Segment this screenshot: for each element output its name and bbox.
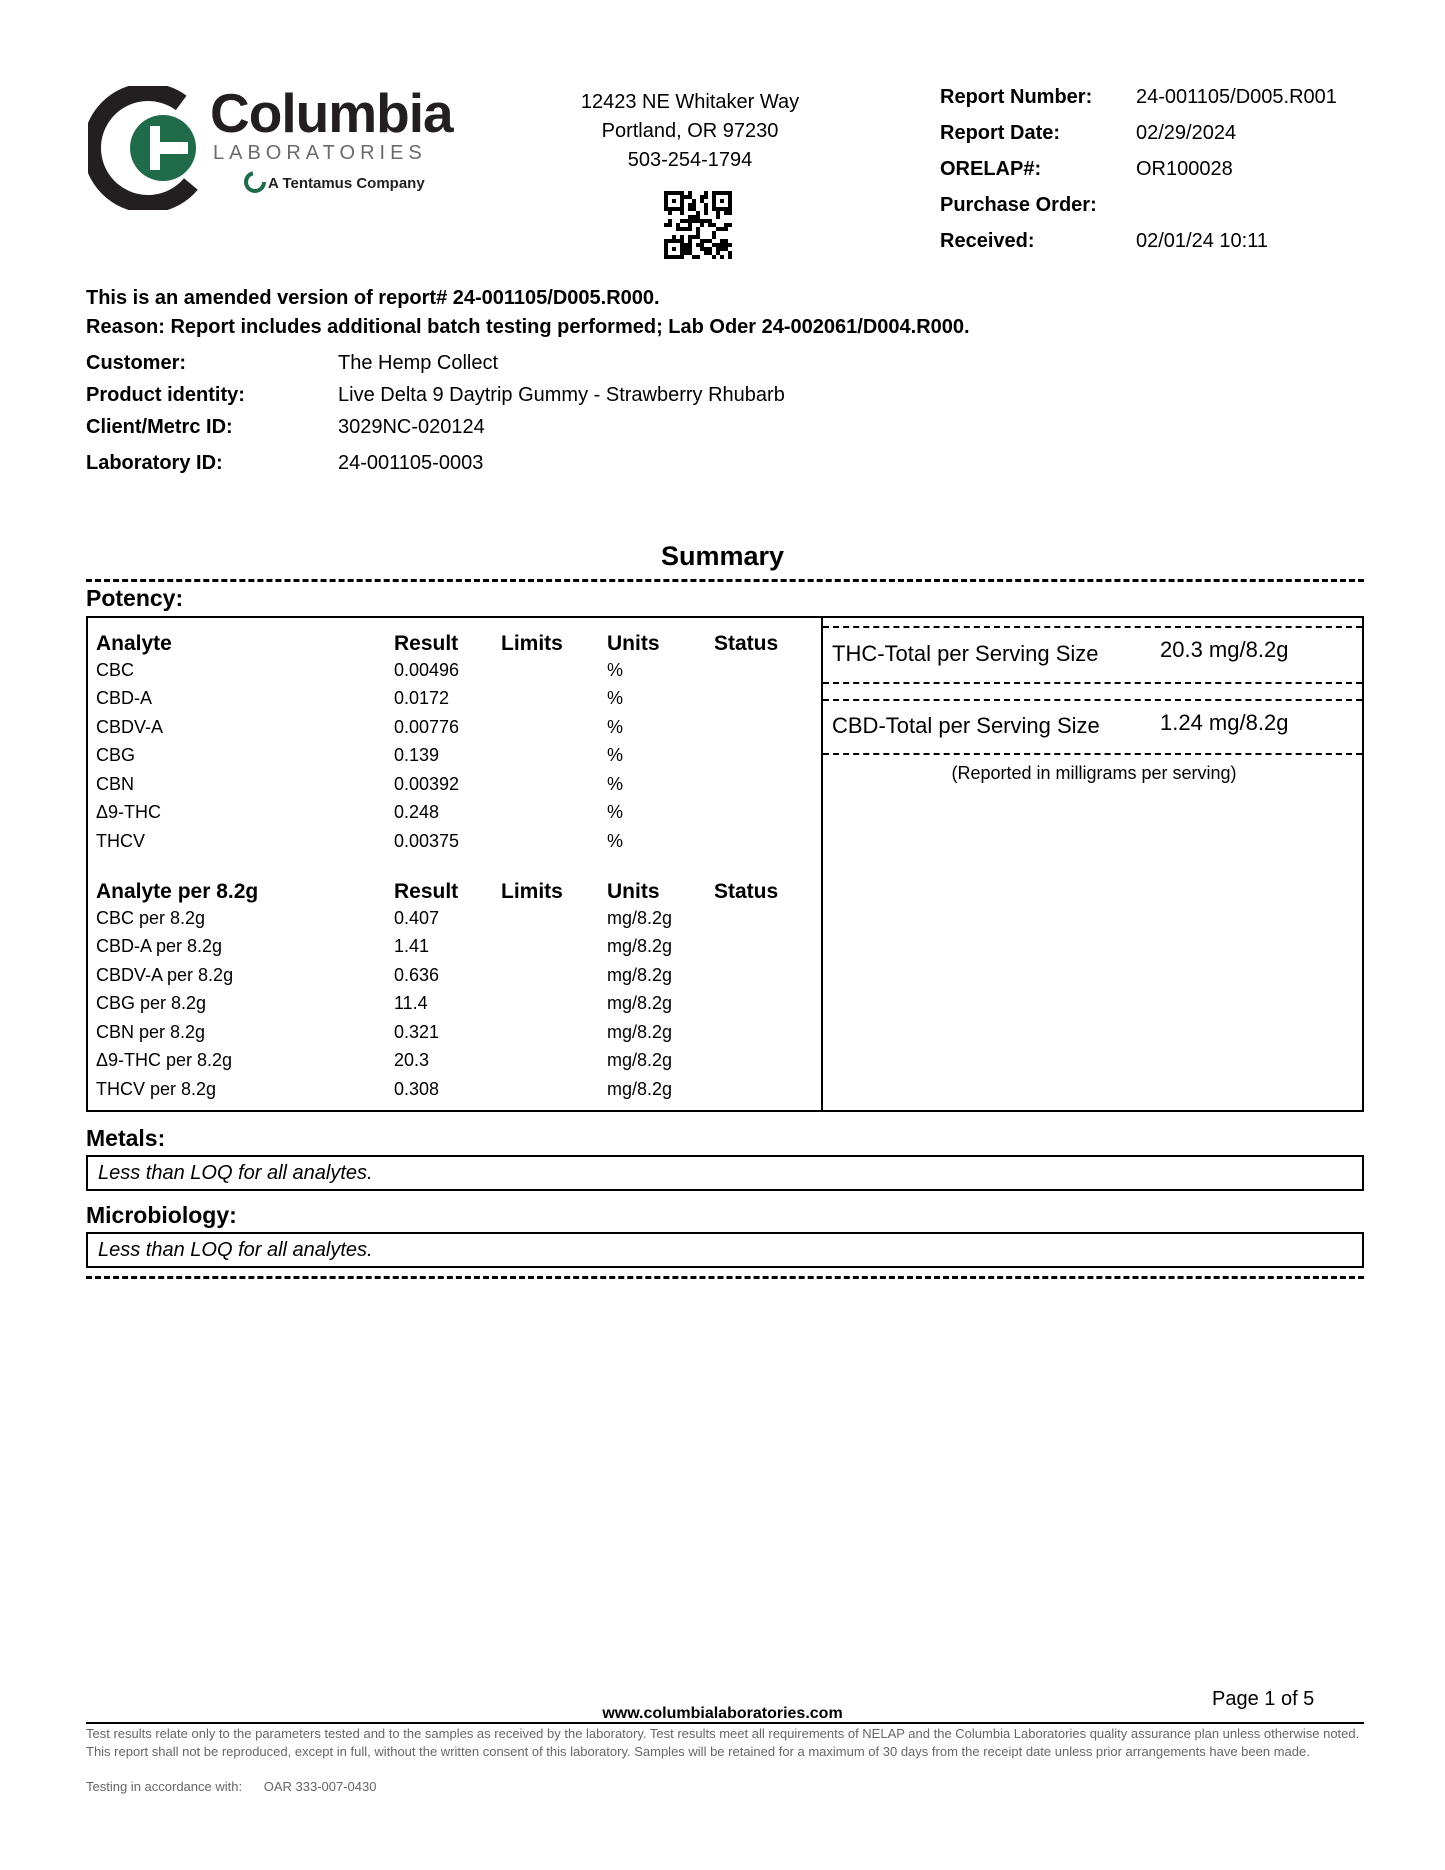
analyte-cell: CBG per 8.2g — [96, 993, 207, 1014]
metals-result: Less than LOQ for all analytes. — [86, 1155, 1364, 1191]
table-row — [96, 799, 814, 828]
analyte-cell: CBDV-A per 8.2g — [96, 964, 234, 985]
result-cell: 0.00392 — [394, 773, 460, 794]
table-header — [96, 874, 814, 904]
analyte-cell: THCV per 8.2g — [96, 1078, 217, 1099]
col-header: Status — [714, 880, 779, 903]
col-header: Limits — [501, 880, 563, 903]
info-value: 3029NC-020124 — [338, 416, 485, 438]
table-row — [96, 1047, 814, 1076]
info-row — [86, 452, 785, 484]
units-cell: mg/8.2g — [607, 1021, 673, 1042]
meta-label: Report Number: — [940, 86, 1093, 108]
thc-serving-label: THC-Total per Serving Size — [832, 641, 1099, 666]
report-meta — [940, 86, 1337, 266]
info-row — [86, 416, 785, 448]
lab-address — [560, 88, 820, 175]
result-cell: 0.636 — [394, 964, 440, 985]
website-link[interactable]: www.columbialaboratories.com — [602, 1705, 843, 1722]
cbd-serving-label: CBD-Total per Serving Size — [832, 713, 1100, 738]
table-row — [96, 1075, 814, 1104]
summary-divider — [86, 579, 1364, 582]
units-cell: % — [607, 716, 624, 737]
meta-value: OR100028 — [1136, 158, 1233, 180]
microbiology-title: Microbiology: — [86, 1202, 237, 1228]
serving-divider — [823, 626, 1362, 628]
testing-label: Testing in accordance with: — [86, 1779, 243, 1794]
logo-tagline: A Tentamus Company — [268, 175, 425, 192]
section-end-divider — [86, 1276, 1364, 1279]
units-cell: mg/8.2g — [607, 1050, 673, 1071]
units-cell: % — [607, 830, 624, 851]
units-cell: mg/8.2g — [607, 907, 673, 928]
analyte-cell: CBG — [96, 745, 136, 766]
address-phone: 503-254-1794 — [627, 149, 753, 171]
result-cell: 1.41 — [394, 936, 430, 957]
microbiology-result: Less than LOQ for all analytes. — [86, 1232, 1364, 1268]
result-cell: 0.0172 — [394, 688, 450, 709]
units-cell: mg/8.2g — [607, 936, 673, 957]
info-value: The Hemp Collect — [338, 352, 499, 374]
summary-title: Summary — [660, 541, 785, 571]
info-row — [86, 384, 785, 416]
table-header — [96, 626, 814, 656]
col-header: Analyte per 8.2g — [96, 880, 259, 903]
meta-row — [940, 194, 1337, 230]
serving-divider — [823, 699, 1362, 701]
result-cell: 0.00496 — [394, 659, 460, 680]
sample-info — [86, 352, 785, 484]
meta-row — [940, 122, 1337, 158]
potency-divider — [821, 616, 823, 1112]
table-row — [96, 742, 814, 771]
result-cell: 0.00776 — [394, 716, 460, 737]
info-value: 24-001105-0003 — [338, 452, 484, 474]
units-cell: mg/8.2g — [607, 1078, 673, 1099]
address-street: 12423 NE Whitaker Way — [580, 91, 800, 113]
table-row — [96, 770, 814, 799]
result-cell: 0.407 — [394, 907, 440, 928]
tentamus-icon — [244, 171, 266, 193]
serving-divider — [823, 753, 1362, 755]
amendment-notice — [86, 284, 970, 342]
cbd-serving-value: 1.24 mg/8.2g — [1160, 710, 1289, 735]
result-cell: 0.321 — [394, 1021, 440, 1042]
meta-label: ORELAP#: — [940, 158, 1042, 180]
col-header: Units — [607, 880, 660, 903]
units-cell: % — [607, 773, 624, 794]
table-row — [96, 1018, 814, 1047]
analyte-cell: CBC per 8.2g — [96, 907, 206, 928]
meta-row — [940, 230, 1337, 266]
table-row — [96, 656, 814, 685]
serving-note: (Reported in milligrams per serving) — [951, 763, 1237, 783]
analyte-cell: CBN — [96, 773, 135, 794]
result-cell: 0.248 — [394, 802, 440, 823]
units-cell: % — [607, 659, 624, 680]
table-row — [96, 933, 814, 962]
page-number: Page 1 of 5 — [1212, 1688, 1315, 1710]
potency-table-per-serving — [96, 874, 814, 1104]
meta-row — [940, 86, 1337, 122]
result-cell: 0.308 — [394, 1078, 440, 1099]
info-label: Client/Metrc ID: — [86, 416, 233, 438]
potency-table-percent — [96, 626, 814, 856]
company-logo — [88, 86, 208, 210]
logo-subtitle: LABORATORIES — [213, 142, 427, 164]
meta-row — [940, 158, 1337, 194]
meta-value: 02/01/24 10:11 — [1136, 230, 1268, 252]
meta-label: Purchase Order: — [940, 194, 1097, 216]
result-cell: 11.4 — [394, 993, 428, 1014]
units-cell: % — [607, 745, 624, 766]
result-cell: 0.00375 — [394, 830, 460, 851]
table-row — [96, 990, 814, 1019]
col-header: Result — [394, 632, 459, 655]
col-header: Analyte — [96, 632, 172, 655]
footer-rule — [86, 1722, 1364, 1724]
col-header: Status — [714, 632, 779, 655]
table-row — [96, 904, 814, 933]
analyte-cell: THCV — [96, 830, 145, 851]
info-label: Laboratory ID: — [86, 452, 223, 474]
units-cell: % — [607, 688, 624, 709]
table-row — [96, 827, 814, 856]
analyte-cell: CBD-A per 8.2g — [96, 936, 223, 957]
units-cell: mg/8.2g — [607, 964, 673, 985]
meta-label: Received: — [940, 230, 1035, 252]
meta-label: Report Date: — [940, 122, 1061, 144]
thc-serving-value: 20.3 mg/8.2g — [1160, 637, 1289, 662]
testing-value: OAR 333-007-0430 — [263, 1779, 377, 1794]
qr-code-icon[interactable] — [664, 191, 732, 259]
footer-disclaimer: Test results relate only to the parameters tested and to the samples as received by the laboratory. Test results meet all requirements of NELAP and the Columbia Laboratories quality assurance plan unless otherwise noted. This report shall not be reproduced, except in full, without the written consent of this laboratory. Samples will be retained for a maximum of 30 days from the receipt date unless prior arrangements have been made. — [86, 1726, 1360, 1759]
table-row — [96, 961, 814, 990]
logo-bar-notch-shape — [150, 126, 160, 170]
info-value: Live Delta 9 Daytrip Gummy - Strawberry Rhubarb — [338, 384, 785, 406]
table-row — [96, 685, 814, 714]
amendment-reason: Reason: Report includes additional batch testing performed; Lab Oder 24-002061/D004.R000. — [86, 316, 970, 338]
info-label: Product identity: — [86, 384, 245, 406]
result-cell: 0.139 — [394, 745, 440, 766]
analyte-cell: CBDV-A — [96, 716, 164, 737]
units-cell: mg/8.2g — [607, 993, 673, 1014]
metals-title: Metals: — [86, 1125, 166, 1151]
meta-value: 24-001105/D005.R001 — [1136, 86, 1337, 108]
col-header: Limits — [501, 632, 563, 655]
address-city: Portland, OR 97230 — [601, 120, 779, 142]
table-row — [96, 713, 814, 742]
info-row — [86, 352, 785, 384]
analyte-cell: Δ9-THC — [96, 802, 162, 823]
result-cell: 20.3 — [394, 1050, 430, 1071]
col-header: Result — [394, 880, 459, 903]
analyte-cell: Δ9-THC per 8.2g — [96, 1050, 233, 1071]
analyte-cell: CBD-A — [96, 688, 153, 709]
info-label: Customer: — [86, 352, 187, 374]
logo-brand: Columbia — [210, 82, 453, 144]
potency-title: Potency: — [86, 585, 184, 611]
meta-value: 02/29/2024 — [1136, 122, 1237, 144]
analyte-cell: CBN per 8.2g — [96, 1021, 206, 1042]
testing-accordance — [86, 1779, 376, 1794]
analyte-cell: CBC — [96, 659, 135, 680]
col-header: Units — [607, 632, 660, 655]
serving-divider — [823, 682, 1362, 684]
units-cell: % — [607, 802, 624, 823]
amendment-line: This is an amended version of report# 24-001105/D005.R000. — [86, 287, 660, 309]
